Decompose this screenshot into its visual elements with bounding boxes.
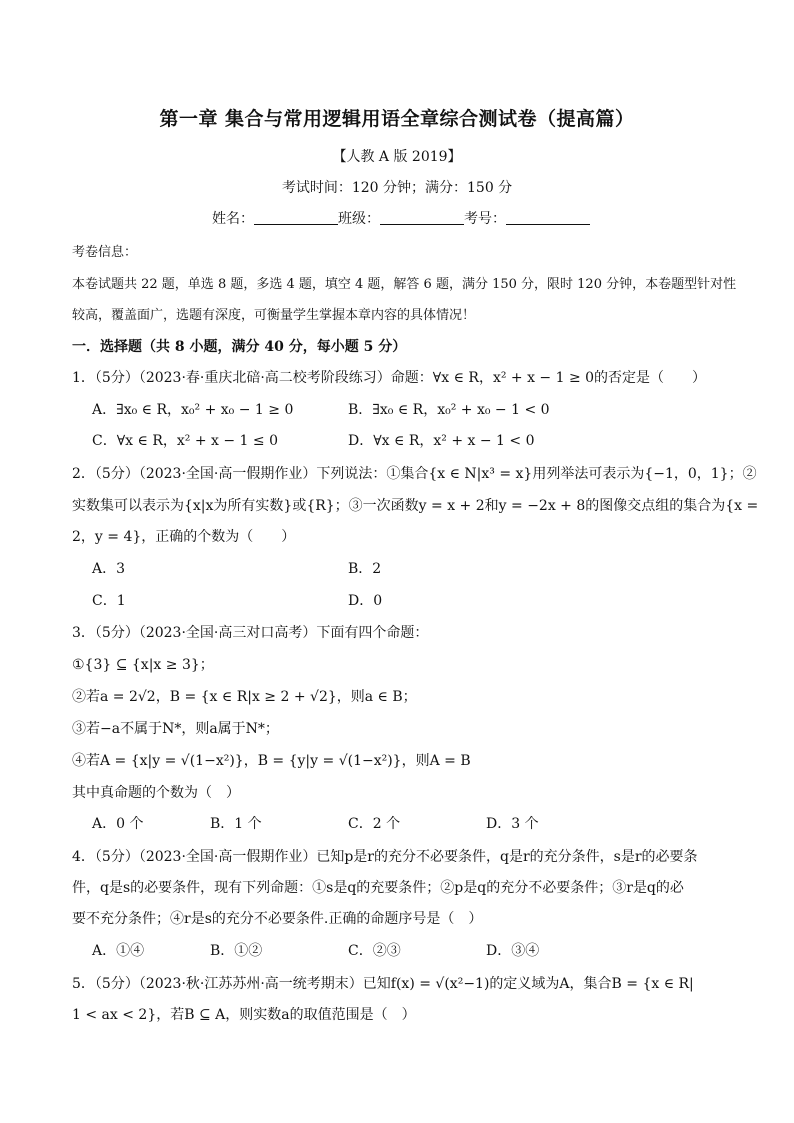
q3-option-a[interactable]: A．0 个 bbox=[92, 816, 144, 832]
q4-line-2: 件，q是s的必要条件，现有下列命题：①s是q的充要条件；②p是q的充分不必要条件；③r是q的必 bbox=[72, 880, 684, 896]
q4-option-b[interactable]: B．①② bbox=[210, 943, 263, 959]
q2-option-a[interactable]: A．3 bbox=[92, 561, 126, 577]
q3-proposition-4: ④若A = {x|y = √(1−x²)}，B = {y|y = √(1−x²)}，则A = B bbox=[72, 753, 471, 769]
q3-stem: 3．（5分）（2023·全国·高三对口高考）下面有四个命题： bbox=[72, 625, 429, 641]
number-label: 考号： bbox=[464, 211, 506, 227]
q4-line-1: 4．（5分）（2023·全国·高一假期作业）已知p是r的充分不必要条件，q是r的充分条件，s是r的必要条 bbox=[72, 849, 698, 865]
q2-option-c[interactable]: C．1 bbox=[92, 593, 126, 609]
info-heading: 考卷信息： bbox=[72, 245, 138, 260]
q1-option-b[interactable]: B．∃x₀ ∈ R，x₀² + x₀ − 1 < 0 bbox=[348, 402, 550, 418]
info-line-2: 较高，覆盖面广，选题有深度，可衡量学生掌握本章内容的具体情况！ bbox=[72, 308, 476, 323]
student-fields bbox=[212, 208, 590, 228]
q2-line-3: 2，y = 4}，正确的个数为（ ） bbox=[72, 529, 296, 545]
q3-ask: 其中真命题的个数为（ ） bbox=[72, 785, 240, 801]
q1-stem: 1．（5分）（2023·春·重庆北碚·高二校考阶段练习）命题：∀x ∈ R，x² + x − 1 ≥ 0的否定是（ ） bbox=[72, 370, 707, 386]
q5-line-2: 1 < ax < 2}，若B ⊆ A，则实数a的取值范围是（ ） bbox=[72, 1007, 416, 1023]
q3-proposition-1: ①{3} ⊆ {x|x ≥ 3}； bbox=[72, 657, 214, 673]
q4-option-a[interactable]: A．①④ bbox=[92, 943, 145, 959]
class-blank[interactable] bbox=[380, 210, 464, 225]
q1-option-a[interactable]: A．∃x₀ ∈ R，x₀² + x₀ − 1 ≥ 0 bbox=[92, 402, 294, 418]
edition-label: 【人教 A 版 2019】 bbox=[332, 149, 462, 165]
q2-option-b[interactable]: B．2 bbox=[348, 561, 382, 577]
q5-line-1: 5．（5分）（2023·秋·江苏苏州·高一统考期末）已知f(x) = √(x²−1)的定义域为A，集合B = {x ∈ R| bbox=[72, 976, 694, 992]
q4-line-3: 要不充分条件；④r是s的充分不必要条件.正确的命题序号是（ ） bbox=[72, 911, 483, 927]
q3-option-c[interactable]: C．2 个 bbox=[348, 816, 401, 832]
page-title: 第一章 集合与常用逻辑用语全章综合测试卷（提高篇） bbox=[159, 108, 635, 130]
q4-option-d[interactable]: D．③④ bbox=[486, 943, 540, 959]
name-label: 姓名： bbox=[212, 211, 254, 227]
q2-option-d[interactable]: D．0 bbox=[348, 593, 383, 609]
q3-option-b[interactable]: B．1 个 bbox=[210, 816, 262, 832]
q1-option-d[interactable]: D．∀x ∈ R，x² + x − 1 < 0 bbox=[348, 433, 535, 449]
q4-option-c[interactable]: C．②③ bbox=[348, 943, 401, 959]
info-line-1: 本卷试题共 22 题，单选 8 题，多选 4 题，填空 4 题，解答 6 题，满分 150 分，限时 120 分钟，本卷题型针对性 bbox=[72, 277, 737, 292]
q2-line-1: 2．（5分）（2023·全国·高一假期作业）下列说法：①集合{x ∈ N|x³ = x}用列举法可表示为{−1，0，1}；② bbox=[72, 466, 757, 482]
q2-line-2: 实数集可以表示为{x|x为所有实数}或{R}；③一次函数y = x + 2和y = −2x + 8的图像交点组的集合为{x = bbox=[72, 498, 759, 514]
q1-option-c[interactable]: C．∀x ∈ R，x² + x − 1 ≤ 0 bbox=[92, 433, 278, 449]
name-blank[interactable] bbox=[254, 210, 338, 225]
exam-info: 考试时间：120 分钟；满分：150 分 bbox=[281, 180, 513, 196]
q3-option-d[interactable]: D．3 个 bbox=[486, 816, 539, 832]
q3-proposition-3: ③若−a不属于N*，则a属于N*； bbox=[72, 721, 279, 737]
class-label: 班级： bbox=[338, 211, 380, 227]
section-heading: 一．选择题（共 8 小题，满分 40 分，每小题 5 分） bbox=[72, 339, 407, 355]
q3-proposition-2: ②若a = 2√2，B = {x ∈ R|x ≥ 2 + √2}，则a ∈ B； bbox=[72, 689, 417, 705]
number-blank[interactable] bbox=[506, 210, 590, 225]
